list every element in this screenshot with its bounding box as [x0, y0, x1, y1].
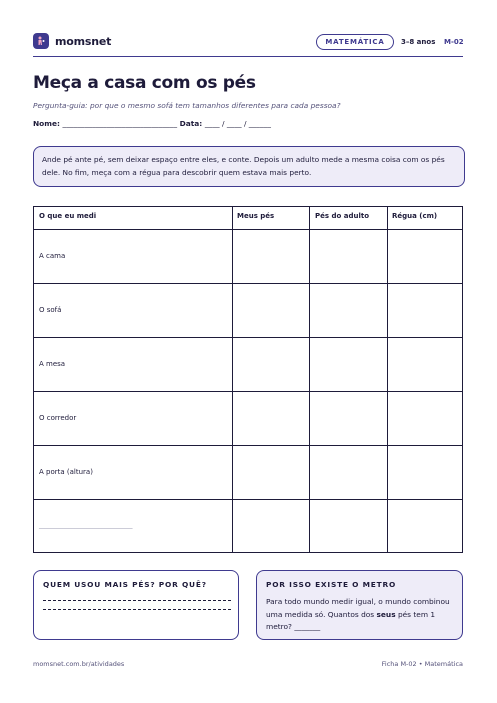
- table-row: [34, 392, 462, 446]
- row-label-blank[interactable]: _______________________________: [39, 521, 132, 529]
- age-range: 3–8 anos: [401, 38, 436, 46]
- answer-line[interactable]: [43, 609, 231, 610]
- name-date-line: [33, 119, 271, 128]
- page-title: Meça a casa com os pés: [33, 73, 256, 93]
- row-label: O corredor: [39, 414, 77, 422]
- footer-sheet-info: Ficha M-02 • Matemática: [381, 660, 463, 668]
- why-meter-text-start: Para todo mundo medir igual, o mundo combinou uma medida só. Quantos dos: [266, 597, 450, 619]
- measurement-table: [33, 206, 463, 553]
- guiding-question: Pergunta-guia: por que o mesmo sofá tem tamanhos diferentes para cada pessoa?: [33, 101, 341, 110]
- header-my-feet: Meus pés: [237, 212, 275, 220]
- brand-logo: [33, 33, 49, 49]
- why-meter-text: [266, 596, 456, 634]
- header-divider: [33, 56, 463, 57]
- date-label: Data:: [179, 119, 203, 128]
- table-row: [34, 230, 462, 284]
- name-field[interactable]: _______________________________: [62, 119, 178, 128]
- header-ruler: Régua (cm): [392, 212, 438, 220]
- figure-icon: [36, 36, 46, 46]
- who-used-more-box: [33, 570, 239, 640]
- who-used-more-heading: QUEM USOU MAIS PÉS? POR QUÊ?: [43, 580, 207, 589]
- table-header-row: [34, 207, 462, 230]
- subject-badge: MATEMÁTICA: [316, 34, 394, 50]
- table-row: [34, 500, 462, 552]
- date-field[interactable]: ____ / ____ / ______: [204, 119, 271, 128]
- sheet-code: M-02: [444, 38, 464, 46]
- table-row: [34, 284, 462, 338]
- column-divider: [232, 207, 233, 552]
- why-meter-text-end: pés tem 1 metro? _______: [266, 609, 436, 631]
- answer-line[interactable]: [43, 600, 231, 601]
- row-label: O sofá: [39, 306, 62, 314]
- column-divider: [387, 207, 388, 552]
- row-label: A cama: [39, 252, 66, 260]
- brand-name: momsnet: [55, 35, 112, 48]
- header-adult-feet: Pés do adulto: [315, 212, 370, 220]
- row-label: A mesa: [39, 360, 66, 368]
- instructions-box: Ande pé ante pé, sem deixar espaço entre eles, e conte. Depois um adulto mede a mesma coisa com os pés dele. No fim, meça com a régua para descobrir quem estava mais perto.: [33, 146, 465, 187]
- why-meter-text-bold: seus: [376, 609, 396, 619]
- row-label: A porta (altura): [39, 468, 93, 476]
- footer-url: momsnet.com.br/atividades: [33, 660, 125, 668]
- header-what-measured: O que eu medi: [39, 212, 97, 220]
- why-meter-box: [256, 570, 463, 640]
- why-meter-heading: POR ISSO EXISTE O METRO: [266, 580, 397, 589]
- name-label: Nome:: [33, 119, 60, 128]
- column-divider: [309, 207, 310, 552]
- table-row: [34, 338, 462, 392]
- table-row: [34, 446, 462, 500]
